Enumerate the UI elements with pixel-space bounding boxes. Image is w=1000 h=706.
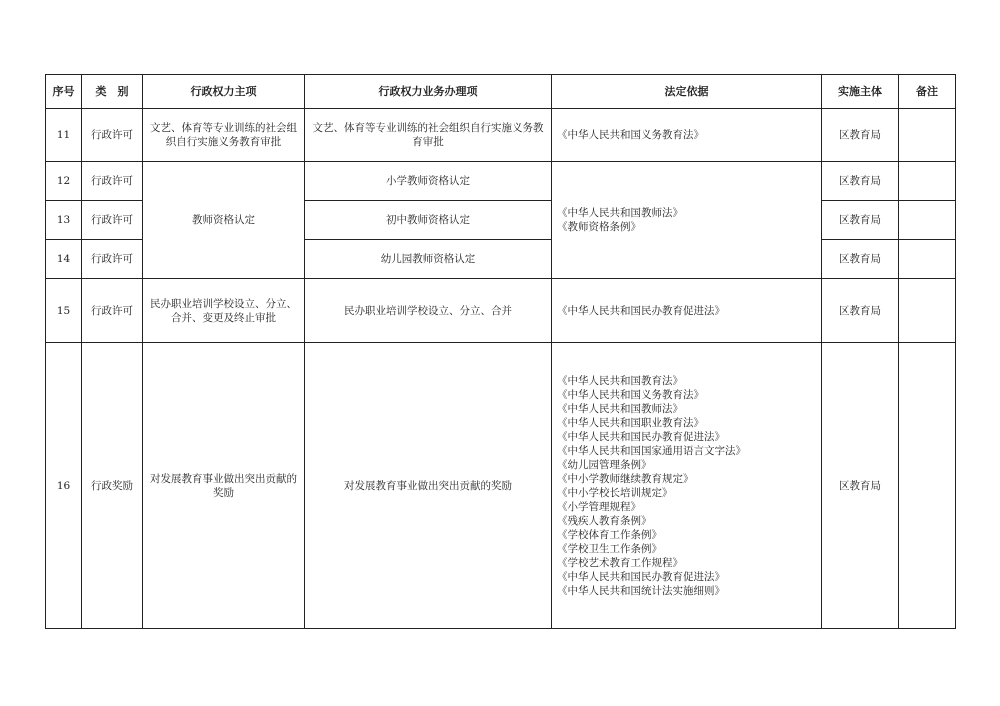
header-subject: 实施主体 (822, 75, 899, 109)
cell-remarks (899, 240, 956, 279)
cell-subject: 区教育局 (822, 240, 899, 279)
table-header-row (46, 75, 956, 109)
cell-subject: 区教育局 (822, 109, 899, 162)
cell-seq: 16 (46, 343, 82, 629)
cell-legal-basis: 《中华人民共和国义务教育法》 (552, 109, 822, 162)
cell-seq: 14 (46, 240, 82, 279)
header-legal-basis: 法定依据 (552, 75, 822, 109)
cell-remarks (899, 162, 956, 201)
cell-power-item: 对发展教育事业做出突出贡献的奖励 (143, 343, 305, 629)
cell-category: 行政许可 (82, 201, 143, 240)
cell-seq: 11 (46, 109, 82, 162)
cell-business-item: 民办职业培训学校设立、分立、合并 (305, 279, 552, 343)
cell-business-item: 幼儿园教师资格认定 (305, 240, 552, 279)
cell-subject: 区教育局 (822, 162, 899, 201)
cell-category: 行政奖励 (82, 343, 143, 629)
cell-category: 行政许可 (82, 109, 143, 162)
cell-remarks (899, 109, 956, 162)
power-list-table (45, 74, 956, 629)
table-row (46, 109, 956, 162)
cell-power-item: 文艺、体育等专业训练的社会组织自行实施义务教育审批 (143, 109, 305, 162)
cell-legal-basis: 《中华人民共和国教师法》 《教师资格条例》 (552, 162, 822, 279)
cell-category: 行政许可 (82, 240, 143, 279)
cell-category: 行政许可 (82, 279, 143, 343)
cell-subject: 区教育局 (822, 279, 899, 343)
cell-remarks (899, 279, 956, 343)
cell-subject: 区教育局 (822, 201, 899, 240)
document-sheet (45, 74, 956, 629)
header-remarks: 备注 (899, 75, 956, 109)
table-row (46, 343, 956, 629)
cell-seq: 15 (46, 279, 82, 343)
cell-business-item: 小学教师资格认定 (305, 162, 552, 201)
cell-business-item: 初中教师资格认定 (305, 201, 552, 240)
cell-legal-basis: 《中华人民共和国民办教育促进法》 (552, 279, 822, 343)
cell-seq: 13 (46, 201, 82, 240)
cell-category: 行政许可 (82, 162, 143, 201)
cell-business-item: 对发展教育事业做出突出贡献的奖励 (305, 343, 552, 629)
cell-legal-basis: 《中华人民共和国教育法》 《中华人民共和国义务教育法》 《中华人民共和国教师法》 《中华人民共和国职业教育法》 《中华人民共和国民办教育促进法》 《中华人民共和国国家通用语言文字法》 《幼儿园管理条例》 《中小学教师继续教育规定》 《中小学校长培训规定》 《小学管理规程》 《残疾人教育条例》 《学校体育工作条例》 《学校卫生工作条例》 《学校艺术教育工作规程》 《中华人民共和国民办教育促进法》 《中华人民共和国统计法实施细则》 (552, 343, 822, 629)
header-seq: 序号 (46, 75, 82, 109)
header-category: 类 别 (82, 75, 143, 109)
cell-power-item: 教师资格认定 (143, 162, 305, 279)
table-row (46, 279, 956, 343)
cell-subject: 区教育局 (822, 343, 899, 629)
header-power-item: 行政权力主项 (143, 75, 305, 109)
cell-remarks (899, 201, 956, 240)
header-business-item: 行政权力业务办理项 (305, 75, 552, 109)
cell-remarks (899, 343, 956, 629)
cell-power-item: 民办职业培训学校设立、分立、合并、变更及终止审批 (143, 279, 305, 343)
cell-business-item: 文艺、体育等专业训练的社会组织自行实施义务教育审批 (305, 109, 552, 162)
cell-seq: 12 (46, 162, 82, 201)
table-row (46, 162, 956, 201)
